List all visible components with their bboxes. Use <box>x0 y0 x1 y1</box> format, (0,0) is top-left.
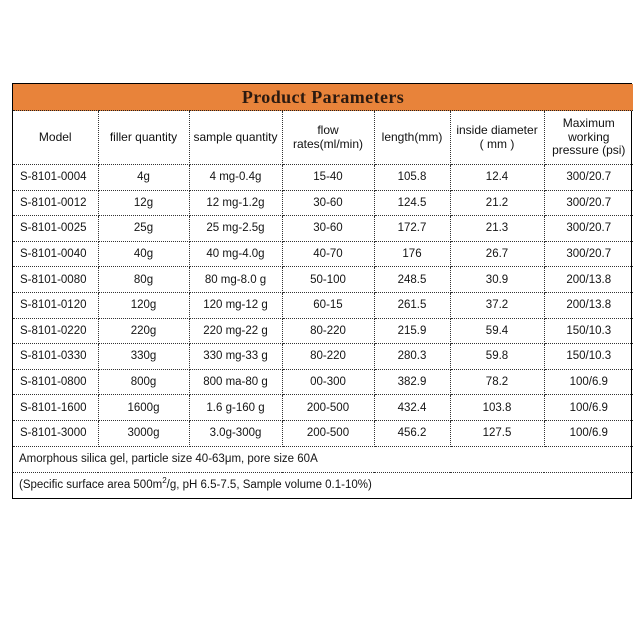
cell-length_mm: 280.3 <box>374 344 450 370</box>
cell-max_working_pressure: 300/20.7 <box>544 165 633 191</box>
cell-flow_rates: 200-500 <box>282 395 374 421</box>
cell-inside_diameter: 127.5 <box>450 420 544 446</box>
cell-length_mm: 261.5 <box>374 292 450 318</box>
cell-length_mm: 248.5 <box>374 267 450 293</box>
cell-max_working_pressure: 300/20.7 <box>544 216 633 242</box>
cell-filler_quantity: 12g <box>98 190 189 216</box>
cell-inside_diameter: 21.3 <box>450 216 544 242</box>
cell-filler_quantity: 1600g <box>98 395 189 421</box>
cell-flow_rates: 30-60 <box>282 216 374 242</box>
cell-inside_diameter: 30.9 <box>450 267 544 293</box>
cell-sample_quantity: 800 ma-80 g <box>189 369 282 395</box>
cell-filler_quantity: 80g <box>98 267 189 293</box>
cell-inside_diameter: 78.2 <box>450 369 544 395</box>
cell-length_mm: 105.8 <box>374 165 450 191</box>
cell-model: S-8101-0220 <box>13 318 98 344</box>
column-header-flow-rates: flow rates(ml/min) <box>282 111 374 165</box>
cell-sample_quantity: 3.0g-300g <box>189 420 282 446</box>
cell-inside_diameter: 12.4 <box>450 165 544 191</box>
cell-filler_quantity: 220g <box>98 318 189 344</box>
column-header-sample-quantity: sample quantity <box>189 111 282 165</box>
table-row <box>13 216 633 242</box>
cell-inside_diameter: 59.8 <box>450 344 544 370</box>
cell-sample_quantity: 220 mg-22 g <box>189 318 282 344</box>
column-header-length: length(mm) <box>374 111 450 165</box>
table-row <box>13 395 633 421</box>
cell-sample_quantity: 330 mg-33 g <box>189 344 282 370</box>
cell-filler_quantity: 330g <box>98 344 189 370</box>
cell-inside_diameter: 59.4 <box>450 318 544 344</box>
cell-sample_quantity: 1.6 g-160 g <box>189 395 282 421</box>
cell-flow_rates: 80-220 <box>282 318 374 344</box>
cell-length_mm: 124.5 <box>374 190 450 216</box>
cell-max_working_pressure: 100/6.9 <box>544 395 633 421</box>
cell-inside_diameter: 21.2 <box>450 190 544 216</box>
table-row <box>13 369 633 395</box>
cell-length_mm: 172.7 <box>374 216 450 242</box>
column-header-model: Model <box>13 111 98 165</box>
table-row <box>13 318 633 344</box>
table-head <box>13 84 633 111</box>
note-row <box>13 446 633 472</box>
cell-max_working_pressure: 150/10.3 <box>544 344 633 370</box>
cell-model: S-8101-0800 <box>13 369 98 395</box>
table-row <box>13 165 633 191</box>
column-header-inside-diameter: inside diameter ( mm ) <box>450 111 544 165</box>
cell-filler_quantity: 40g <box>98 241 189 267</box>
cell-sample_quantity: 120 mg-12 g <box>189 292 282 318</box>
cell-max_working_pressure: 150/10.3 <box>544 318 633 344</box>
cell-max_working_pressure: 300/20.7 <box>544 190 633 216</box>
cell-inside_diameter: 103.8 <box>450 395 544 421</box>
table-row <box>13 267 633 293</box>
cell-filler_quantity: 800g <box>98 369 189 395</box>
cell-length_mm: 432.4 <box>374 395 450 421</box>
table-row <box>13 292 633 318</box>
note-text: (Specific surface area $500m^2/g$, pH 6.5-7.5, Sample volume 0.1-10%) <box>19 476 372 492</box>
cell-length_mm: 215.9 <box>374 318 450 344</box>
cell-model: S-8101-0080 <box>13 267 98 293</box>
cell-sample_quantity: 40 mg-4.0g <box>189 241 282 267</box>
spec-table <box>13 84 633 498</box>
cell-inside_diameter: 26.7 <box>450 241 544 267</box>
cell-inside_diameter: 37.2 <box>450 292 544 318</box>
cell-flow_rates: 80-220 <box>282 344 374 370</box>
cell-filler_quantity: 25g <box>98 216 189 242</box>
cell-flow_rates: 30-60 <box>282 190 374 216</box>
cell-flow_rates: 15-40 <box>282 165 374 191</box>
cell-flow_rates: 200-500 <box>282 420 374 446</box>
cell-max_working_pressure: 100/6.9 <box>544 420 633 446</box>
column-header-max-working-pressure: Maximum working pressure (psi) <box>544 111 633 165</box>
cell-flow_rates: 40-70 <box>282 241 374 267</box>
cell-model: S-8101-0040 <box>13 241 98 267</box>
cell-sample_quantity: 25 mg-2.5g <box>189 216 282 242</box>
cell-model: S-8101-3000 <box>13 420 98 446</box>
cell-sample_quantity: 80 mg-8.0 g <box>189 267 282 293</box>
cell-max_working_pressure: 200/13.8 <box>544 292 633 318</box>
cell-flow_rates: 50-100 <box>282 267 374 293</box>
cell-flow_rates: 00-300 <box>282 369 374 395</box>
cell-length_mm: 456.2 <box>374 420 450 446</box>
product-parameters-table <box>12 83 632 499</box>
cell-model: S-8101-0012 <box>13 190 98 216</box>
cell-max_working_pressure: 200/13.8 <box>544 267 633 293</box>
cell-length_mm: 382.9 <box>374 369 450 395</box>
cell-model: S-8101-0330 <box>13 344 98 370</box>
cell-sample_quantity: 12 mg-1.2g <box>189 190 282 216</box>
note-row <box>13 472 633 498</box>
cell-model: S-8101-0025 <box>13 216 98 242</box>
cell-flow_rates: 60-15 <box>282 292 374 318</box>
table-row <box>13 344 633 370</box>
cell-filler_quantity: 3000g <box>98 420 189 446</box>
table-notes <box>13 446 633 498</box>
column-header-row <box>13 111 633 165</box>
cell-max_working_pressure: 300/20.7 <box>544 241 633 267</box>
cell-filler_quantity: 120g <box>98 292 189 318</box>
cell-max_working_pressure: 100/6.9 <box>544 369 633 395</box>
table-row <box>13 190 633 216</box>
cell-model: S-8101-0120 <box>13 292 98 318</box>
cell-filler_quantity: 4g <box>98 165 189 191</box>
table-title-row <box>13 84 633 111</box>
table-row <box>13 241 633 267</box>
table-body <box>13 165 633 447</box>
column-header-filler-quantity: filler quantity <box>98 111 189 165</box>
cell-length_mm: 176 <box>374 241 450 267</box>
table-row <box>13 420 633 446</box>
cell-sample_quantity: 4 mg-0.4g <box>189 165 282 191</box>
page-title: Product Parameters <box>13 84 633 111</box>
cell-model: S-8101-0004 <box>13 165 98 191</box>
note-text: Amorphous silica gel, particle size 40-63μm, pore size 60A <box>13 446 633 472</box>
cell-model: S-8101-1600 <box>13 395 98 421</box>
